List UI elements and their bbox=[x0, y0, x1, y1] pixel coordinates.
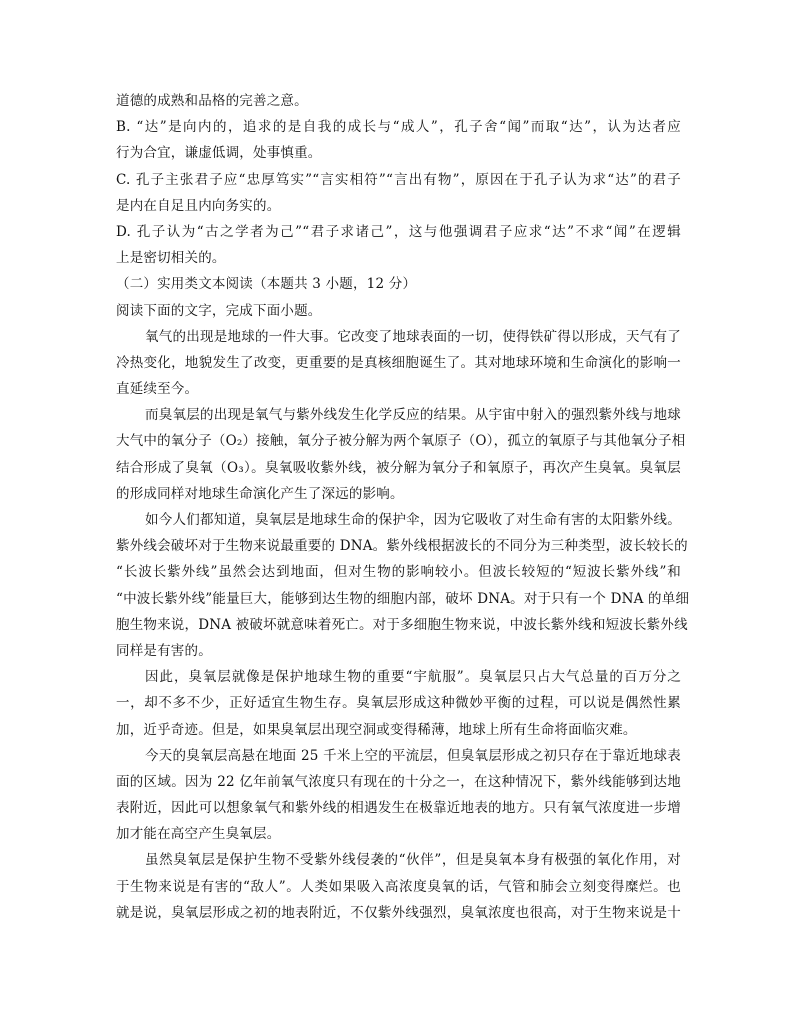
text-line: 因此，臭氧层就像是保护地球生物的重要“宇航服”。臭氧层只占大气总量的百万分之 bbox=[145, 669, 681, 686]
text-line: 面的区域。因为 22 亿年前氧气浓度只有现在的十分之一，在这种情况下，紫外线能够到达地 bbox=[116, 773, 681, 790]
text-line: （二）实用类文本阅读（本题共 3 小题，12 分） bbox=[116, 276, 417, 293]
text-line: 直延续至今。 bbox=[116, 381, 199, 398]
text-line: 一，却不多不少，正好适宜生物生存。臭氧层形成这种微妙平衡的过程，可以说是偶然性累 bbox=[116, 695, 681, 712]
text-line: 阅读下面的文字，完成下面小题。 bbox=[116, 302, 322, 319]
text-line: 上是密切相关的。 bbox=[116, 250, 226, 267]
text-line: 胞生物来说，DNA 被破坏就意味着死亡。对于多细胞生物来说，中波长紫外线和短波长紫外线 bbox=[116, 616, 688, 633]
document-page bbox=[116, 88, 690, 926]
text-line: 行为合宜，谦虚低调，处事慎重。 bbox=[116, 145, 322, 162]
text-line: 道德的成熟和品格的完善之意。 bbox=[116, 93, 308, 109]
text-line: B. “达”是向内的，追求的是自我的成长与“成人”，孔子舍“闻”而取“达”，认为达者应 bbox=[116, 119, 681, 136]
reading-instruction bbox=[116, 298, 681, 324]
text-line: 紫外线会破坏对于生物来说最重要的 DNA。紫外线根据波长的不同分为三种类型，波长较长的 bbox=[116, 538, 688, 555]
text-line: “长波长紫外线”虽然会达到地面，但对生物的影响较小。但波长较短的“短波长紫外线”和 bbox=[116, 564, 681, 581]
text-line: C. 孔子主张君子应“忠厚笃实”“言实相符”“言出有物”，原因在于孔子认为求“达”的君子 bbox=[116, 171, 681, 188]
text-line: 就是说，臭氧层形成之初的地表附近，不仅紫外线强烈，臭氧浓度也很高，对于生物来说是十 bbox=[116, 904, 681, 921]
paragraph-continuation bbox=[116, 88, 681, 114]
text-line: 今天的臭氧层高悬在地面 25 千米上空的平流层，但臭氧层形成之初只存在于靠近地球表 bbox=[145, 747, 681, 764]
text-line: 而臭氧层的出现是氧气与紫外线发生化学反应的结果。从宇宙中射入的强烈紫外线与地球 bbox=[145, 407, 681, 424]
text-line: 冷热变化，地貌发生了改变，更重要的是真核细胞诞生了。其对地球环境和生命演化的影响一 bbox=[116, 354, 681, 371]
text-line: 的形成同样对地球生命演化产生了深远的影响。 bbox=[116, 485, 404, 502]
passage-paragraph-1 bbox=[116, 324, 681, 403]
answer-option-b bbox=[116, 114, 681, 166]
text-line: 是内在自足且内向务实的。 bbox=[116, 197, 281, 214]
passage-paragraph-2 bbox=[116, 402, 686, 507]
section-heading bbox=[116, 271, 681, 297]
passage-paragraph-5 bbox=[116, 743, 681, 848]
text-line: 加，近乎奇迹。但是，如果臭氧层出现空洞或变得稀薄，地球上所有生命将面临灾难。 bbox=[116, 721, 637, 738]
text-line: 表附近，因此可以想象氧气和紫外线的相遇发生在极靠近地表的地方。只有氧气浓度进一步增 bbox=[116, 800, 681, 817]
answer-option-d bbox=[116, 219, 681, 271]
text-line: 大气中的氧分子（O₂）接触，氧分子被分解为两个氧原子（O），孤立的氧原子与其他氧分子相 bbox=[116, 433, 686, 450]
passage-paragraph-4 bbox=[116, 664, 681, 743]
text-line: 如今人们都知道，臭氧层是地球生命的保护伞，因为它吸收了对生命有害的太阳紫外线。 bbox=[145, 512, 681, 528]
text-line: 氧气的出现是地球的一件大事。它改变了地球表面的一切，使得铁矿得以形成，天气有了 bbox=[145, 328, 681, 345]
text-line: D. 孔子认为“古之学者为己”“君子求诸己”，这与他强调君子应求“达”不求“闻”在逻辑 bbox=[116, 223, 681, 240]
text-line: 虽然臭氧层是保护生物不受紫外线侵袭的“伙伴”，但是臭氧本身有极强的氧化作用，对 bbox=[145, 852, 681, 869]
text-line: 于生物来说是有害的“敌人”。人类如果吸入高浓度臭氧的话，气管和肺会立刻变得糜烂。也 bbox=[116, 878, 681, 895]
answer-option-c bbox=[116, 167, 681, 219]
passage-paragraph-3 bbox=[116, 507, 690, 664]
text-line: 结合形成了臭氧（O₃）。臭氧吸收紫外线，被分解为氧分子和氧原子，再次产生臭氧。臭氧层 bbox=[116, 459, 681, 476]
passage-paragraph-6 bbox=[116, 847, 681, 926]
text-line: 同样是有害的。 bbox=[116, 642, 212, 659]
text-line: 加才能在高空产生臭氧层。 bbox=[116, 826, 281, 843]
text-line: “中波长紫外线”能量巨大，能够到达生物的细胞内部，破坏 DNA。对于只有一个 DNA 的单细 bbox=[116, 590, 690, 607]
